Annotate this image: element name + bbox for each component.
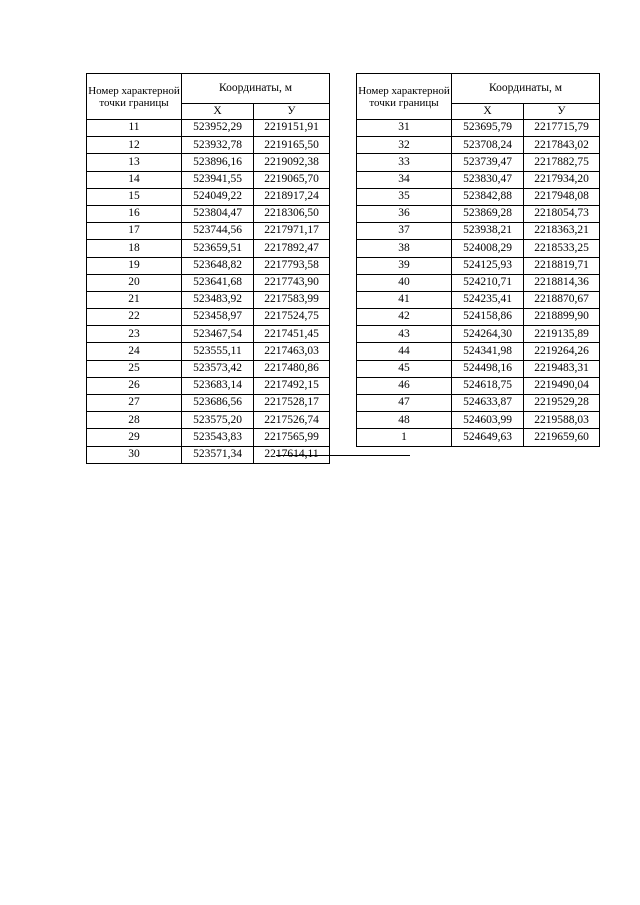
point-number-cell: 25 — [87, 360, 182, 377]
point-number-cell: 44 — [357, 343, 452, 360]
y-coordinate-cell: 2217948,08 — [524, 188, 600, 205]
table-row — [87, 309, 330, 326]
y-coordinate-cell: 2218899,90 — [524, 309, 600, 326]
x-coordinate-cell: 523744,56 — [182, 223, 254, 240]
x-coordinate-cell: 523641,68 — [182, 274, 254, 291]
x-coordinate-cell: 523575,20 — [182, 412, 254, 429]
x-coordinate-cell: 523941,55 — [182, 171, 254, 188]
y-coordinate-cell: 2218870,67 — [524, 291, 600, 308]
table-row — [87, 395, 330, 412]
x-coordinate-cell: 523804,47 — [182, 205, 254, 222]
table-row — [87, 223, 330, 240]
y-coordinate-cell: 2217793,58 — [254, 257, 330, 274]
point-number-header: Номер характерной точки границы — [357, 74, 452, 120]
table-row — [87, 188, 330, 205]
x-coordinate-cell: 524603,99 — [452, 412, 524, 429]
x-coordinate-cell: 523739,47 — [452, 154, 524, 171]
x-coordinate-cell: 523830,47 — [452, 171, 524, 188]
x-coordinate-cell: 523573,42 — [182, 360, 254, 377]
y-coordinate-cell: 2217480,86 — [254, 360, 330, 377]
point-number-cell: 47 — [357, 395, 452, 412]
x-coordinate-cell: 523896,16 — [182, 154, 254, 171]
x-coordinate-cell: 524049,22 — [182, 188, 254, 205]
table-row — [87, 171, 330, 188]
y-coordinate-cell: 2217463,03 — [254, 343, 330, 360]
y-coordinate-cell: 2219165,50 — [254, 137, 330, 154]
point-number-cell: 42 — [357, 309, 452, 326]
point-number-cell: 39 — [357, 257, 452, 274]
point-number-cell: 36 — [357, 205, 452, 222]
point-number-cell: 17 — [87, 223, 182, 240]
point-number-cell: 24 — [87, 343, 182, 360]
x-coordinate-cell: 523467,54 — [182, 326, 254, 343]
y-coordinate-cell: 2217892,47 — [254, 240, 330, 257]
point-number-cell: 41 — [357, 291, 452, 308]
y-coordinate-cell: 2217583,99 — [254, 291, 330, 308]
table-row — [87, 326, 330, 343]
x-coordinate-cell: 523683,14 — [182, 377, 254, 394]
table-row — [357, 360, 600, 377]
y-column-header: У — [254, 104, 330, 120]
y-coordinate-cell: 2217524,75 — [254, 309, 330, 326]
table-row — [357, 429, 600, 446]
x-coordinate-cell: 524341,98 — [452, 343, 524, 360]
x-coordinate-cell: 523543,83 — [182, 429, 254, 446]
table-row — [87, 240, 330, 257]
point-number-header: Номер характерной точки границы — [87, 74, 182, 120]
y-coordinate-cell: 2219135,89 — [524, 326, 600, 343]
table-row — [87, 291, 330, 308]
y-coordinate-cell: 2217743,90 — [254, 274, 330, 291]
y-coordinate-cell: 2217492,15 — [254, 377, 330, 394]
x-coordinate-cell: 523686,56 — [182, 395, 254, 412]
table-row — [357, 223, 600, 240]
point-number-cell: 11 — [87, 120, 182, 137]
x-coordinate-cell: 523659,51 — [182, 240, 254, 257]
x-coordinate-cell: 524210,71 — [452, 274, 524, 291]
x-coordinate-cell: 523648,82 — [182, 257, 254, 274]
x-coordinate-cell: 524125,93 — [452, 257, 524, 274]
y-coordinate-cell: 2218814,36 — [524, 274, 600, 291]
y-coordinate-cell: 2217565,99 — [254, 429, 330, 446]
x-coordinate-cell: 523571,34 — [182, 446, 254, 463]
y-coordinate-cell: 2217843,02 — [524, 137, 600, 154]
point-number-cell: 21 — [87, 291, 182, 308]
point-number-cell: 38 — [357, 240, 452, 257]
point-number-cell: 37 — [357, 223, 452, 240]
table-row — [357, 309, 600, 326]
point-number-cell: 13 — [87, 154, 182, 171]
y-coordinate-cell: 2219588,03 — [524, 412, 600, 429]
x-coordinate-cell: 524618,75 — [452, 377, 524, 394]
y-coordinate-cell: 2217614,11 — [254, 446, 330, 463]
table-row — [87, 137, 330, 154]
y-coordinate-cell: 2219483,31 — [524, 360, 600, 377]
point-number-cell: 34 — [357, 171, 452, 188]
x-column-header: Х — [452, 104, 524, 120]
table-row — [357, 326, 600, 343]
x-column-header: Х — [182, 104, 254, 120]
point-number-cell: 12 — [87, 137, 182, 154]
x-coordinate-cell: 524264,30 — [452, 326, 524, 343]
table-row — [357, 343, 600, 360]
table-row — [87, 120, 330, 137]
table-row — [87, 274, 330, 291]
table-row — [87, 377, 330, 394]
y-coordinate-cell: 2219490,04 — [524, 377, 600, 394]
x-coordinate-cell: 524008,29 — [452, 240, 524, 257]
y-coordinate-cell: 2218363,21 — [524, 223, 600, 240]
point-number-cell: 45 — [357, 360, 452, 377]
point-number-cell: 48 — [357, 412, 452, 429]
x-coordinate-cell: 524633,87 — [452, 395, 524, 412]
x-coordinate-cell: 523458,97 — [182, 309, 254, 326]
table-row — [357, 395, 600, 412]
table-row — [87, 429, 330, 446]
y-coordinate-cell: 2219092,38 — [254, 154, 330, 171]
y-coordinate-cell: 2217971,17 — [254, 223, 330, 240]
x-coordinate-cell: 524649,63 — [452, 429, 524, 446]
table-body-left — [87, 120, 330, 464]
table-row — [357, 137, 600, 154]
table-row — [87, 257, 330, 274]
y-coordinate-cell: 2217882,75 — [524, 154, 600, 171]
y-coordinate-cell: 2219264,26 — [524, 343, 600, 360]
x-coordinate-cell: 524158,86 — [452, 309, 524, 326]
end-of-document-rule — [276, 455, 410, 456]
y-coordinate-cell: 2219529,28 — [524, 395, 600, 412]
point-number-cell: 22 — [87, 309, 182, 326]
y-coordinate-cell: 2219659,60 — [524, 429, 600, 446]
x-coordinate-cell: 524235,41 — [452, 291, 524, 308]
point-number-cell: 20 — [87, 274, 182, 291]
point-number-cell: 30 — [87, 446, 182, 463]
y-coordinate-cell: 2218819,71 — [524, 257, 600, 274]
table-row — [357, 274, 600, 291]
table-row — [357, 120, 600, 137]
y-coordinate-cell: 2219151,91 — [254, 120, 330, 137]
coordinates-table-left — [86, 73, 330, 464]
x-coordinate-cell: 523869,28 — [452, 205, 524, 222]
point-number-cell: 16 — [87, 205, 182, 222]
table-row — [357, 240, 600, 257]
y-coordinate-cell: 2217451,45 — [254, 326, 330, 343]
y-coordinate-cell: 2218306,50 — [254, 205, 330, 222]
coordinates-header: Координаты, м — [182, 74, 330, 104]
point-number-cell: 15 — [87, 188, 182, 205]
point-number-cell: 31 — [357, 120, 452, 137]
point-number-cell: 40 — [357, 274, 452, 291]
point-number-cell: 35 — [357, 188, 452, 205]
table-row — [87, 205, 330, 222]
y-coordinate-cell: 2218054,73 — [524, 205, 600, 222]
x-coordinate-cell: 523695,79 — [452, 120, 524, 137]
table-row — [357, 171, 600, 188]
table-row — [87, 154, 330, 171]
y-coordinate-cell: 2218917,24 — [254, 188, 330, 205]
coordinates-table-right — [356, 73, 600, 447]
point-number-cell: 46 — [357, 377, 452, 394]
x-coordinate-cell: 524498,16 — [452, 360, 524, 377]
table-body-right — [357, 120, 600, 447]
point-number-cell: 1 — [357, 429, 452, 446]
x-coordinate-cell: 523938,21 — [452, 223, 524, 240]
y-coordinate-cell: 2217934,20 — [524, 171, 600, 188]
point-number-cell: 28 — [87, 412, 182, 429]
table-row — [87, 412, 330, 429]
table-row — [357, 257, 600, 274]
y-coordinate-cell: 2219065,70 — [254, 171, 330, 188]
point-number-cell: 18 — [87, 240, 182, 257]
x-coordinate-cell: 523483,92 — [182, 291, 254, 308]
point-number-cell: 43 — [357, 326, 452, 343]
y-coordinate-cell: 2217715,79 — [524, 120, 600, 137]
point-number-cell: 33 — [357, 154, 452, 171]
point-number-cell: 27 — [87, 395, 182, 412]
coordinates-header: Координаты, м — [452, 74, 600, 104]
table-row — [357, 205, 600, 222]
point-number-cell: 26 — [87, 377, 182, 394]
y-column-header: У — [524, 104, 600, 120]
point-number-cell: 19 — [87, 257, 182, 274]
x-coordinate-cell: 523708,24 — [452, 137, 524, 154]
table-row — [357, 377, 600, 394]
y-coordinate-cell: 2218533,25 — [524, 240, 600, 257]
table-row — [87, 360, 330, 377]
table-row — [357, 291, 600, 308]
y-coordinate-cell: 2217526,74 — [254, 412, 330, 429]
point-number-cell: 23 — [87, 326, 182, 343]
point-number-cell: 32 — [357, 137, 452, 154]
table-row — [357, 412, 600, 429]
table-row — [357, 154, 600, 171]
point-number-cell: 14 — [87, 171, 182, 188]
x-coordinate-cell: 523952,29 — [182, 120, 254, 137]
x-coordinate-cell: 523932,78 — [182, 137, 254, 154]
x-coordinate-cell: 523842,88 — [452, 188, 524, 205]
table-row — [87, 343, 330, 360]
x-coordinate-cell: 523555,11 — [182, 343, 254, 360]
y-coordinate-cell: 2217528,17 — [254, 395, 330, 412]
table-row — [357, 188, 600, 205]
point-number-cell: 29 — [87, 429, 182, 446]
